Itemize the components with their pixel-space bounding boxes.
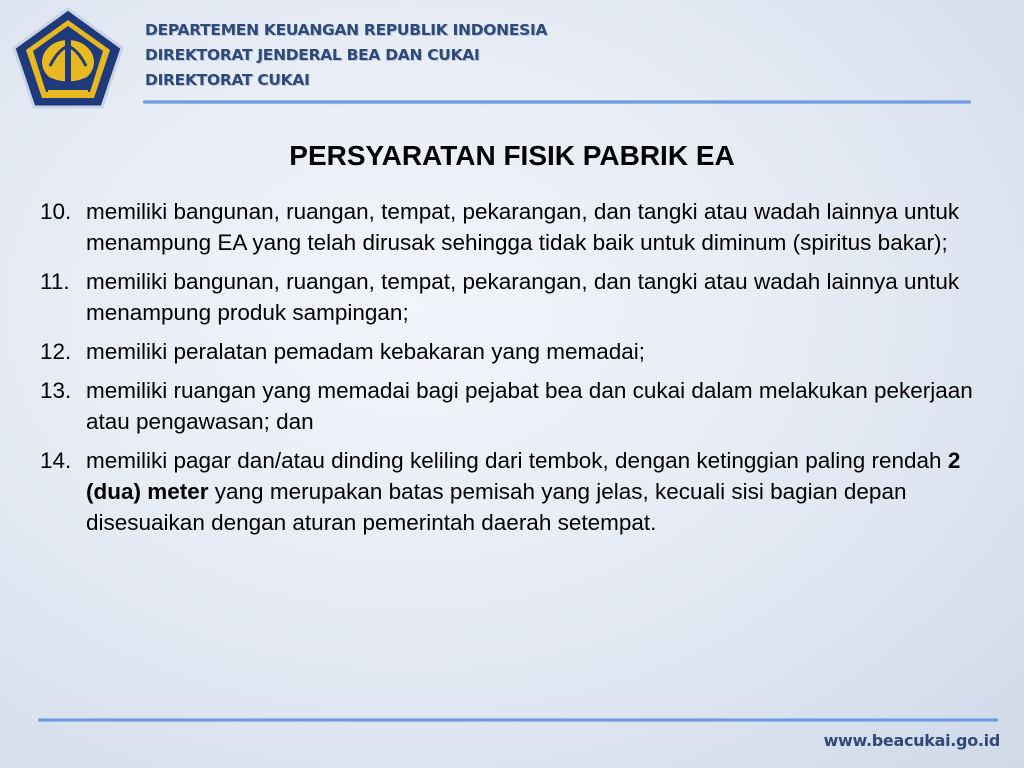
item-text-before: memiliki pagar dan/atau dinding keliling dari tembok, dengan ketinggian paling rendah: [86, 448, 948, 473]
item-text: memiliki bangunan, ruangan, tempat, pekarangan, dan tangki atau wadah lainnya untuk menampung EA yang telah dirusak sehingga tidak baik untuk diminum (spiritus bakar);: [86, 199, 960, 255]
item-text-bold: 2 (dua) meter: [86, 448, 961, 504]
item-number: 14.: [40, 448, 72, 473]
header-titles: [145, 18, 547, 93]
header-line-1: DEPARTEMEN KEUANGAN REPUBLIK INDONESIA: [145, 21, 548, 39]
item-text: memiliki peralatan pemadam kebakaran yang memadai;: [86, 339, 646, 364]
header-divider: [143, 100, 971, 104]
item-text: [86, 445, 990, 538]
emblem-icon: [10, 6, 126, 110]
header-line-2: DIREKTORAT JENDERAL BEA DAN CUKAI: [145, 46, 480, 64]
list-item: [40, 445, 990, 538]
item-number: 10.: [40, 199, 72, 224]
list-item: [40, 196, 990, 258]
website-url: www.beacukai.go.id: [823, 731, 1000, 750]
list-item: [40, 266, 990, 328]
item-number: 13.: [40, 378, 72, 403]
item-text-after: yang merupakan batas pemisah yang jelas, kecuali sisi bagian depan disesuaikan dengan aturan pemerintah daerah setempat.: [86, 479, 907, 535]
list-item: [40, 375, 990, 437]
item-text: memiliki bangunan, ruangan, tempat, pekarangan, dan tangki atau wadah lainnya untuk menampung produk sampingan;: [86, 269, 960, 325]
list-item: [40, 336, 990, 367]
item-text: memiliki ruangan yang memadai bagi pejabat bea dan cukai dalam melakukan pekerjaan atau pengawasan; dan: [86, 378, 973, 434]
footer-divider: [38, 718, 998, 722]
requirements-list: [40, 196, 990, 546]
item-number: 11.: [40, 269, 70, 294]
item-number: 12.: [40, 339, 72, 364]
ministry-emblem-logo: [10, 6, 126, 110]
header-line-3: DIREKTORAT CUKAI: [145, 71, 310, 89]
slide-title: PERSYARATAN FISIK PABRIK EA: [289, 140, 735, 171]
